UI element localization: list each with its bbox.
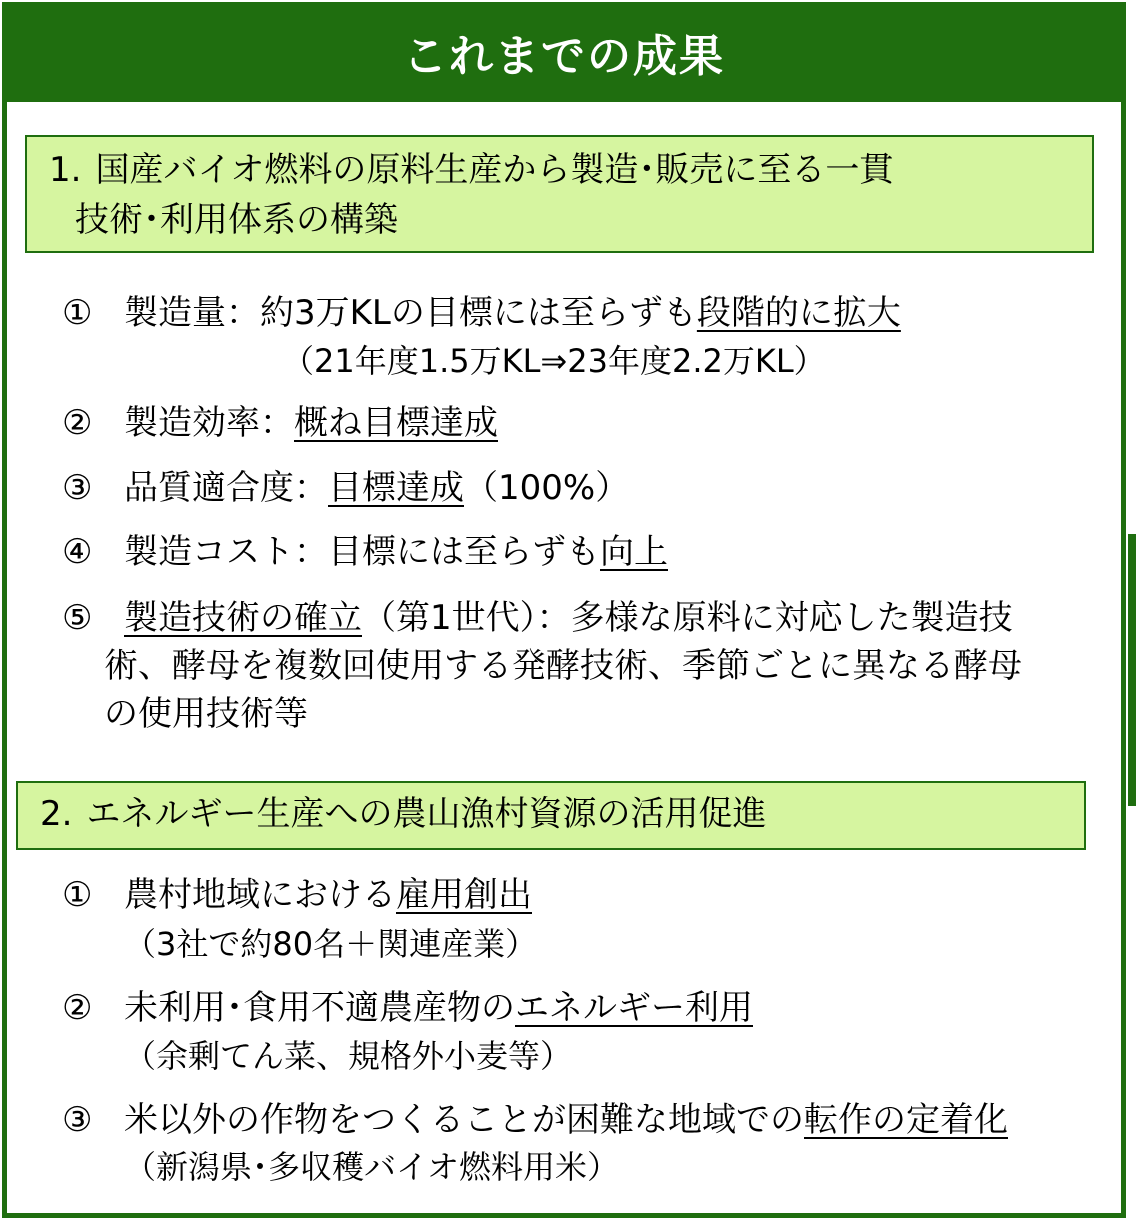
list-item bbox=[62, 463, 629, 513]
list-item bbox=[62, 527, 668, 577]
item-detail: （21年度1.5万KL⇒23年度2.2万KL） bbox=[282, 342, 826, 380]
list-item bbox=[62, 1095, 1008, 1145]
item-continuation: の使用技術等 bbox=[104, 694, 308, 734]
item-highlight: 概ね目標達成 bbox=[294, 403, 498, 443]
item-detail: （3社で約80名＋関連産業） bbox=[124, 925, 538, 963]
item-detail: （新潟県･多収穫バイオ燃料用米） bbox=[124, 1148, 620, 1186]
side-accent-bar bbox=[1128, 534, 1136, 806]
item-number: ① bbox=[62, 293, 93, 333]
item-number: ① bbox=[62, 875, 93, 915]
list-item bbox=[62, 398, 498, 448]
section-1-heading-line2: 技術･利用体系の構築 bbox=[75, 200, 398, 240]
item-highlight: 雇用創出 bbox=[396, 875, 532, 915]
item-continuation: 術、酵母を複数回使用する発酵技術、季節ごとに異なる酵母 bbox=[104, 646, 1022, 686]
item-highlight: 向上 bbox=[600, 532, 668, 572]
item-highlight: 転作の定着化 bbox=[804, 1100, 1008, 1140]
item-number: ④ bbox=[62, 532, 93, 572]
list-item bbox=[62, 593, 1013, 643]
item-number: ② bbox=[62, 988, 93, 1028]
item-highlight: 段階的に拡大 bbox=[696, 293, 901, 333]
item-highlight: エネルギー利用 bbox=[515, 988, 753, 1028]
item-text: 製造量：約3万KLの目標には至らずも bbox=[124, 293, 697, 333]
item-number: ③ bbox=[62, 1100, 93, 1140]
section-2-number: 2. bbox=[40, 794, 73, 834]
list-item bbox=[62, 983, 753, 1033]
item-number: ② bbox=[62, 403, 93, 443]
item-text: 農村地域における bbox=[124, 875, 396, 915]
item-text: 製造コスト：目標には至らずも bbox=[124, 532, 600, 572]
section-1-number: 1. bbox=[49, 150, 82, 190]
item-text-suffix: （100%） bbox=[464, 468, 630, 508]
section-2-heading bbox=[16, 781, 1086, 850]
item-text: 製造効率： bbox=[124, 403, 294, 443]
item-text: （第1世代）：多様な原料に対応した製造技 bbox=[362, 598, 1013, 638]
page-title: これまでの成果 bbox=[403, 31, 725, 82]
item-text: 品質適合度： bbox=[124, 468, 328, 508]
section-1-heading bbox=[25, 135, 1094, 253]
item-highlight: 製造技術の確立 bbox=[124, 598, 362, 638]
list-item bbox=[62, 870, 532, 920]
list-item bbox=[62, 288, 901, 338]
section-2-heading-text: エネルギー生産への農山漁村資源の活用促進 bbox=[86, 794, 767, 834]
item-text: 未利用･食用不適農産物の bbox=[124, 988, 515, 1028]
section-1-heading-line1: 国産バイオ燃料の原料生産から製造･販売に至る一貫 bbox=[95, 150, 894, 190]
item-detail: （余剰てん菜、規格外小麦等） bbox=[124, 1037, 573, 1075]
item-text: 米以外の作物をつくることが困難な地域での bbox=[124, 1100, 804, 1140]
item-number: ③ bbox=[62, 468, 93, 508]
item-highlight: 目標達成 bbox=[328, 468, 464, 508]
item-number: ⑤ bbox=[62, 598, 93, 638]
